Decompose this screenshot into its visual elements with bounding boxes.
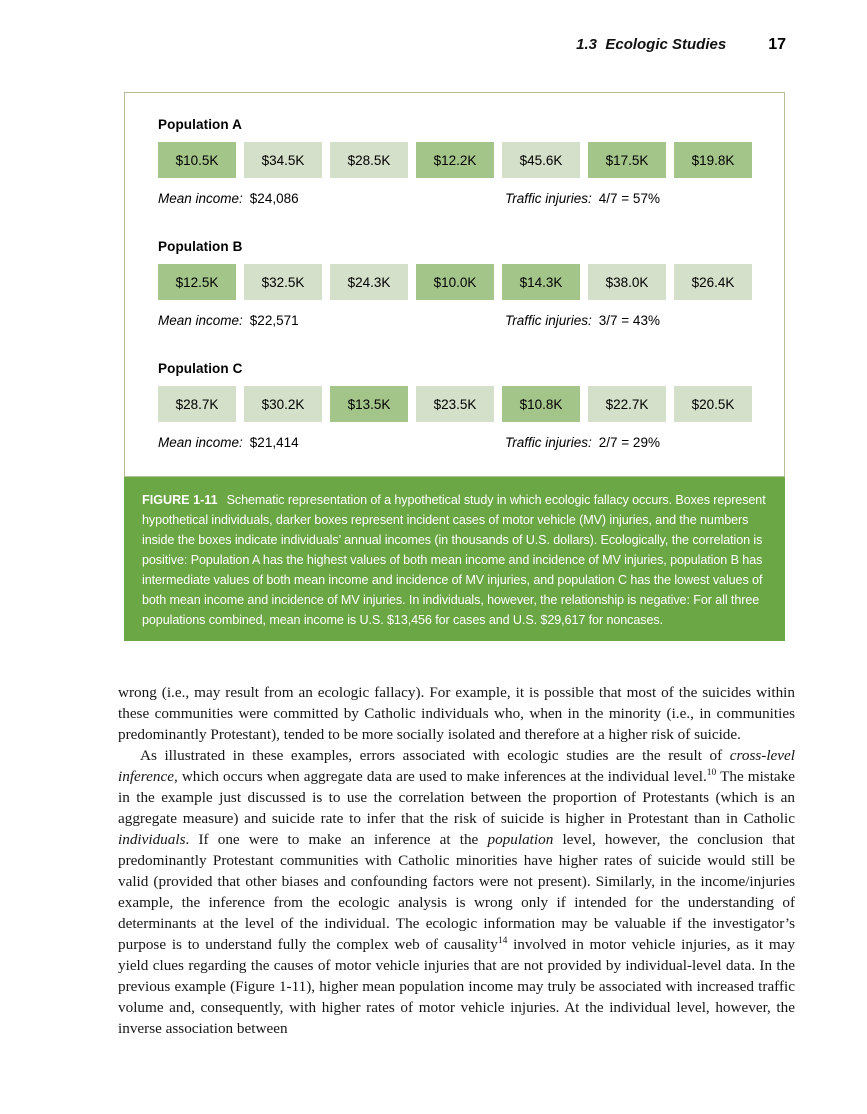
traffic-injuries-value: 4/7 = 57% xyxy=(598,191,660,206)
figure-caption-label: FIGURE 1-11 xyxy=(142,493,218,507)
traffic-injuries-stat xyxy=(505,435,660,450)
text-run: . If one were to make an inference at the xyxy=(185,831,488,848)
mean-income-label: Mean income: xyxy=(158,191,243,206)
text-run: wrong (i.e., may result from an ecologic fallacy). For example, it is possible that most of the suicides within these communities were committed by Catholic individuals who, when in the minority (i.e., in communities predominantly Protestant), tended to be more socially isolated and therefore at a higher risk of suicide. xyxy=(118,684,795,743)
population-boxes xyxy=(158,264,784,300)
population-label: Population A xyxy=(158,117,242,132)
individual-box-case: $10.5K xyxy=(158,142,236,178)
traffic-injuries-label: Traffic injuries: xyxy=(505,313,592,328)
individual-box: $34.5K xyxy=(244,142,322,178)
population-stats xyxy=(158,313,784,328)
individual-box: $28.5K xyxy=(330,142,408,178)
traffic-injuries-value: 2/7 = 29% xyxy=(598,435,660,450)
text-run: population xyxy=(487,831,554,848)
section-title: 1.3 Ecologic Studies xyxy=(576,36,727,53)
body-text xyxy=(118,682,795,1039)
text-run: , which occurs when aggregate data are used to make inferences at the individual level. xyxy=(173,768,707,785)
running-head xyxy=(576,36,786,54)
individual-box: $45.6K xyxy=(502,142,580,178)
paragraph xyxy=(118,745,795,1039)
individual-box-case: $10.8K xyxy=(502,386,580,422)
population-group xyxy=(158,117,784,206)
figure-caption-text: Schematic representation of a hypothetical study in which ecologic fallacy occurs. Boxes represent hypothetical individuals, darker boxes represent incident cases of motor vehicle (MV) injuries, and the numbers inside the boxes indicate individuals’ annual incomes (in thousands of U.S. dollars). Ecologically, the correlation is positive: Population A has the highest values of both mean income and incidence of MV injuries, population B has intermediate values of both mean income and incidence of MV injuries, and population C has the lowest values of both mean income and incidence of MV injuries. In individuals, however, the relationship is negative: For all three populations combined, mean income is U.S. $13,456 for cases and U.S. $29,617 for noncases. xyxy=(142,493,766,627)
traffic-injuries-value: 3/7 = 43% xyxy=(598,313,660,328)
population-stats xyxy=(158,191,784,206)
traffic-injuries-stat xyxy=(505,313,660,328)
figure-1-11 xyxy=(124,92,785,641)
individual-box: $30.2K xyxy=(244,386,322,422)
population-label: Population C xyxy=(158,361,243,376)
text-run: level, however, the conclusion that predominantly Protestant communities with Catholic minorities have higher rates of suicide would still be valid (provided that other biases and confounding factors were not present). Similarly, in the income/injuries example, the inference from the ecologic analysis is wrong only if intended for the understanding of determinants at the level of the individual. The ecologic information may be valuable if the investigator’s purpose is to understand fully the complex web of causality xyxy=(118,831,796,953)
individual-box: $20.5K xyxy=(674,386,752,422)
text-run: involved in motor vehicle injuries, as it may yield clues regarding the causes of motor vehicle injuries that are not provided by individual-level data. In the previous example (Figure 1-11), higher mean population income may truly be associated with increased traffic volume and, consequently, with higher rates of motor vehicle injuries. At the individual level, however, the inverse association between xyxy=(118,936,795,1037)
individual-box: $38.0K xyxy=(588,264,666,300)
mean-income-value: $24,086 xyxy=(249,191,299,206)
individual-box: $24.3K xyxy=(330,264,408,300)
traffic-injuries-stat xyxy=(505,191,660,206)
mean-income-stat xyxy=(158,191,505,206)
population-boxes xyxy=(158,386,784,422)
individual-box-case: $12.5K xyxy=(158,264,236,300)
individual-box-case: $19.8K xyxy=(674,142,752,178)
population-group xyxy=(158,361,784,450)
figure-caption xyxy=(124,477,785,641)
individual-box-case: $12.2K xyxy=(416,142,494,178)
paragraph xyxy=(118,682,795,745)
mean-income-label: Mean income: xyxy=(158,313,243,328)
traffic-injuries-label: Traffic injuries: xyxy=(505,191,592,206)
text-run: cross-level inference xyxy=(118,747,795,785)
mean-income-value: $22,571 xyxy=(249,313,299,328)
population-boxes xyxy=(158,142,784,178)
population-group xyxy=(158,239,784,328)
population-stats xyxy=(158,435,784,450)
individual-box: $26.4K xyxy=(674,264,752,300)
individual-box-case: $17.5K xyxy=(588,142,666,178)
individual-box: $28.7K xyxy=(158,386,236,422)
page-number: 17 xyxy=(768,36,786,53)
mean-income-stat xyxy=(158,435,505,450)
text-run: individuals xyxy=(118,831,186,848)
text-run: The mistake in the example just discussed is to use the correlation between the proportion of Protestants (which is an aggregate measure) and suicide rate to infer that the risk of suicide is higher in Protestant than in Catholic xyxy=(118,768,796,827)
population-label: Population B xyxy=(158,239,243,254)
mean-income-label: Mean income: xyxy=(158,435,243,450)
mean-income-stat xyxy=(158,313,505,328)
text-run: As illustrated in these examples, errors associated with ecologic studies are the result of xyxy=(140,747,730,764)
individual-box: $22.7K xyxy=(588,386,666,422)
text-run: 10 xyxy=(706,767,717,778)
individual-box-case: $10.0K xyxy=(416,264,494,300)
individual-box: $23.5K xyxy=(416,386,494,422)
traffic-injuries-label: Traffic injuries: xyxy=(505,435,592,450)
individual-box-case: $13.5K xyxy=(330,386,408,422)
individual-box: $32.5K xyxy=(244,264,322,300)
mean-income-value: $21,414 xyxy=(249,435,299,450)
individual-box-case: $14.3K xyxy=(502,264,580,300)
text-run: 14 xyxy=(497,935,508,946)
figure-panel xyxy=(124,92,785,477)
